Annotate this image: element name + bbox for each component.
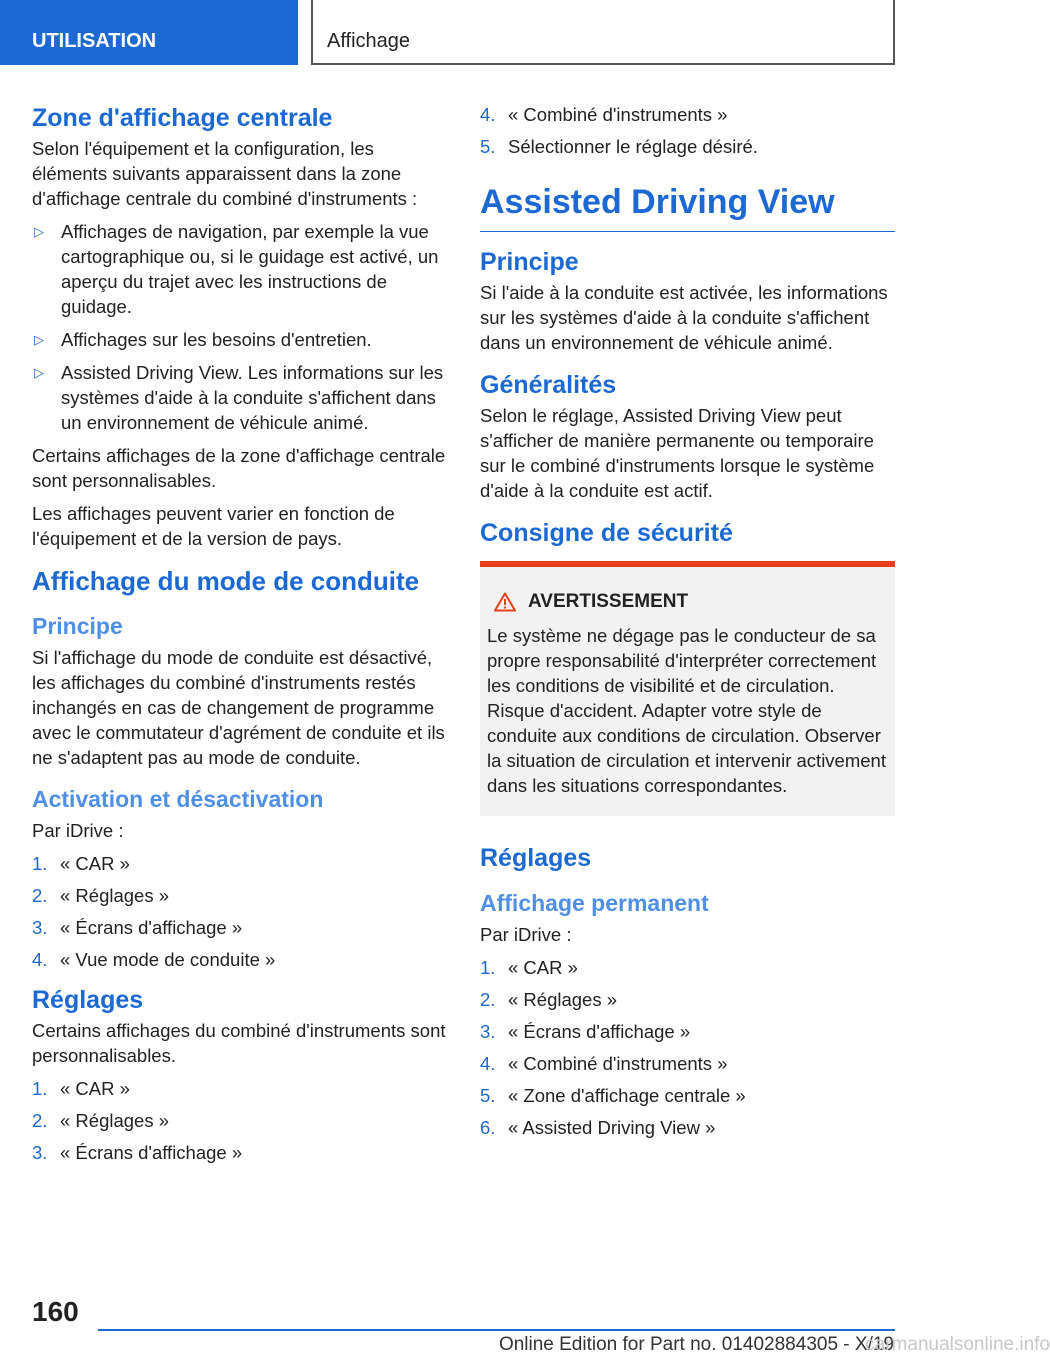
list-item [32, 219, 452, 319]
step-number: 2. [32, 885, 48, 906]
reglages-title: Réglages [480, 844, 592, 872]
step-number: 4. [480, 104, 496, 125]
step-item [32, 1108, 452, 1133]
step-text: « Réglages » [508, 989, 618, 1010]
activation-intro: Par iDrive : [32, 820, 124, 841]
principe-text: Si l'aide à la conduite est activée, les informations sur les systèmes d'aide à la conduite s'affichent dans un environnement de véhicule animé. [480, 282, 888, 353]
principe-title: Principe [32, 613, 123, 639]
step-number: 4. [32, 949, 48, 970]
activation-steps [32, 851, 452, 972]
continued-steps [480, 102, 895, 159]
step-item [32, 947, 452, 972]
page-number: 160 [32, 1296, 79, 1327]
step-item [32, 915, 452, 940]
step-text: « CAR » [60, 853, 130, 874]
assisted-driving-view-title: Assisted Driving View [480, 181, 895, 232]
step-text: Sélectionner le réglage désiré. [508, 136, 758, 157]
step-text: « Vue mode de conduite » [60, 949, 276, 970]
step-number: 2. [480, 989, 496, 1010]
step-item [32, 1076, 452, 1101]
triangle-bullet-icon: ▷ [34, 365, 44, 380]
step-item [480, 1019, 895, 1044]
warning-header [494, 591, 887, 613]
step-number: 5. [480, 136, 496, 157]
permanent-steps [480, 955, 895, 1140]
list-item [32, 327, 452, 352]
step-number: 1. [32, 1078, 48, 1099]
step-item [32, 883, 452, 908]
principe-title: Principe [480, 248, 579, 276]
warning-title: AVERTISSEMENT [528, 591, 689, 612]
zone-title: Zone d'affichage centrale [32, 104, 333, 132]
step-number: 2. [32, 1110, 48, 1131]
warning-triangle-icon [494, 592, 516, 612]
step-text: « Réglages » [60, 885, 170, 906]
zone-paragraph-2: Certains affichages de la zone d'affichage centrale sont personnalisables. [32, 445, 446, 491]
step-number: 4. [480, 1053, 496, 1074]
list-item [32, 360, 452, 435]
step-text: « Zone d'affichage centrale » [508, 1085, 746, 1106]
right-column [480, 102, 895, 1150]
triangle-bullet-icon: ▷ [34, 332, 44, 347]
zone-intro: Selon l'équipement et la configuration, les éléments suivants apparaissent dans la zone d'affichage centrale du combiné d'instruments : [32, 138, 418, 209]
step-item [32, 851, 452, 876]
generalites-title: Généralités [480, 371, 617, 399]
activation-title: Activation et désactivation [32, 786, 324, 812]
principe-text: Si l'affichage du mode de conduite est désactivé, les affichages du combiné d'instruments restés inchangés en cas de changement de programme avec le commutateur d'agrément de conduite et ils ne s'adaptent pas au mode de conduite. [32, 647, 445, 768]
zone-list [32, 219, 452, 435]
reglages-steps [32, 1076, 452, 1165]
step-item [480, 987, 895, 1012]
step-number: 5. [480, 1085, 496, 1106]
consigne-title: Consigne de sécurité [480, 519, 733, 547]
list-item-text: Affichages de navigation, par exemple la vue cartographique ou, si le guidage est activé, un aperçu du trajet avec les instructions de guidage. [61, 221, 439, 317]
step-item [32, 1140, 452, 1165]
step-text: « Réglages » [60, 1110, 170, 1131]
section-tab[interactable]: UTILISATION [0, 0, 298, 65]
permanent-title: Affichage permanent [480, 890, 709, 916]
step-number: 1. [480, 957, 496, 978]
generalites-text: Selon le réglage, Assisted Driving View peut s'afficher de manière permanente ou temporaire sur le combiné d'instruments lorsque le système d'aide à la conduite est actif. [480, 405, 875, 501]
subsection-title: Affichage [311, 0, 895, 65]
footer-divider [98, 1329, 895, 1331]
step-text: « Écrans d'affichage » [60, 917, 243, 938]
step-text: « Combiné d'instruments » [508, 104, 728, 125]
reglages-title: Réglages [32, 986, 144, 1014]
step-text: « Écrans d'affichage » [60, 1142, 243, 1163]
step-item [480, 102, 895, 127]
step-text: « Écrans d'affichage » [508, 1021, 691, 1042]
step-item [480, 134, 895, 159]
permanent-intro: Par iDrive : [480, 924, 572, 945]
zone-paragraph-3: Les affichages peuvent varier en fonction de l'équipement et de la version de pays. [32, 503, 395, 549]
watermark: carmanualsonline.info [865, 1334, 1050, 1355]
mode-title: Affichage du mode de conduite [32, 566, 420, 596]
step-number: 3. [32, 1142, 48, 1163]
left-column [32, 102, 452, 1175]
step-number: 6. [480, 1117, 496, 1138]
step-text: « CAR » [508, 957, 578, 978]
step-item [480, 1051, 895, 1076]
warning-box [480, 561, 895, 816]
list-item-text: Assisted Driving View. Les informations sur les systèmes d'aide à la conduite s'affichent dans un environnement de véhicule animé. [61, 362, 444, 433]
reglages-text: Certains affichages du combiné d'instruments sont personnalisables. [32, 1020, 446, 1066]
step-text: « Assisted Driving View » [508, 1117, 716, 1138]
footer-edition: Online Edition for Part no. 01402884305 - X/19 [498, 1334, 894, 1355]
step-item [480, 1115, 895, 1140]
step-text: « Combiné d'instruments » [508, 1053, 728, 1074]
step-number: 1. [32, 853, 48, 874]
list-item-text: Affichages sur les besoins d'entretien. [61, 329, 372, 350]
step-number: 3. [480, 1021, 496, 1042]
step-number: 3. [32, 917, 48, 938]
step-item [480, 955, 895, 980]
step-text: « CAR » [60, 1078, 130, 1099]
triangle-bullet-icon: ▷ [34, 224, 44, 239]
warning-text: Le système ne dégage pas le conducteur de sa propre responsabilité d'interpréter correctement les conditions de visibilité et de circulation. Risque d'accident. Adapter votre style de conduite aux conditions de circulation. Observer la situation de circulation et intervenir activement dans les situations correspondantes. [487, 625, 886, 796]
step-item [480, 1083, 895, 1108]
